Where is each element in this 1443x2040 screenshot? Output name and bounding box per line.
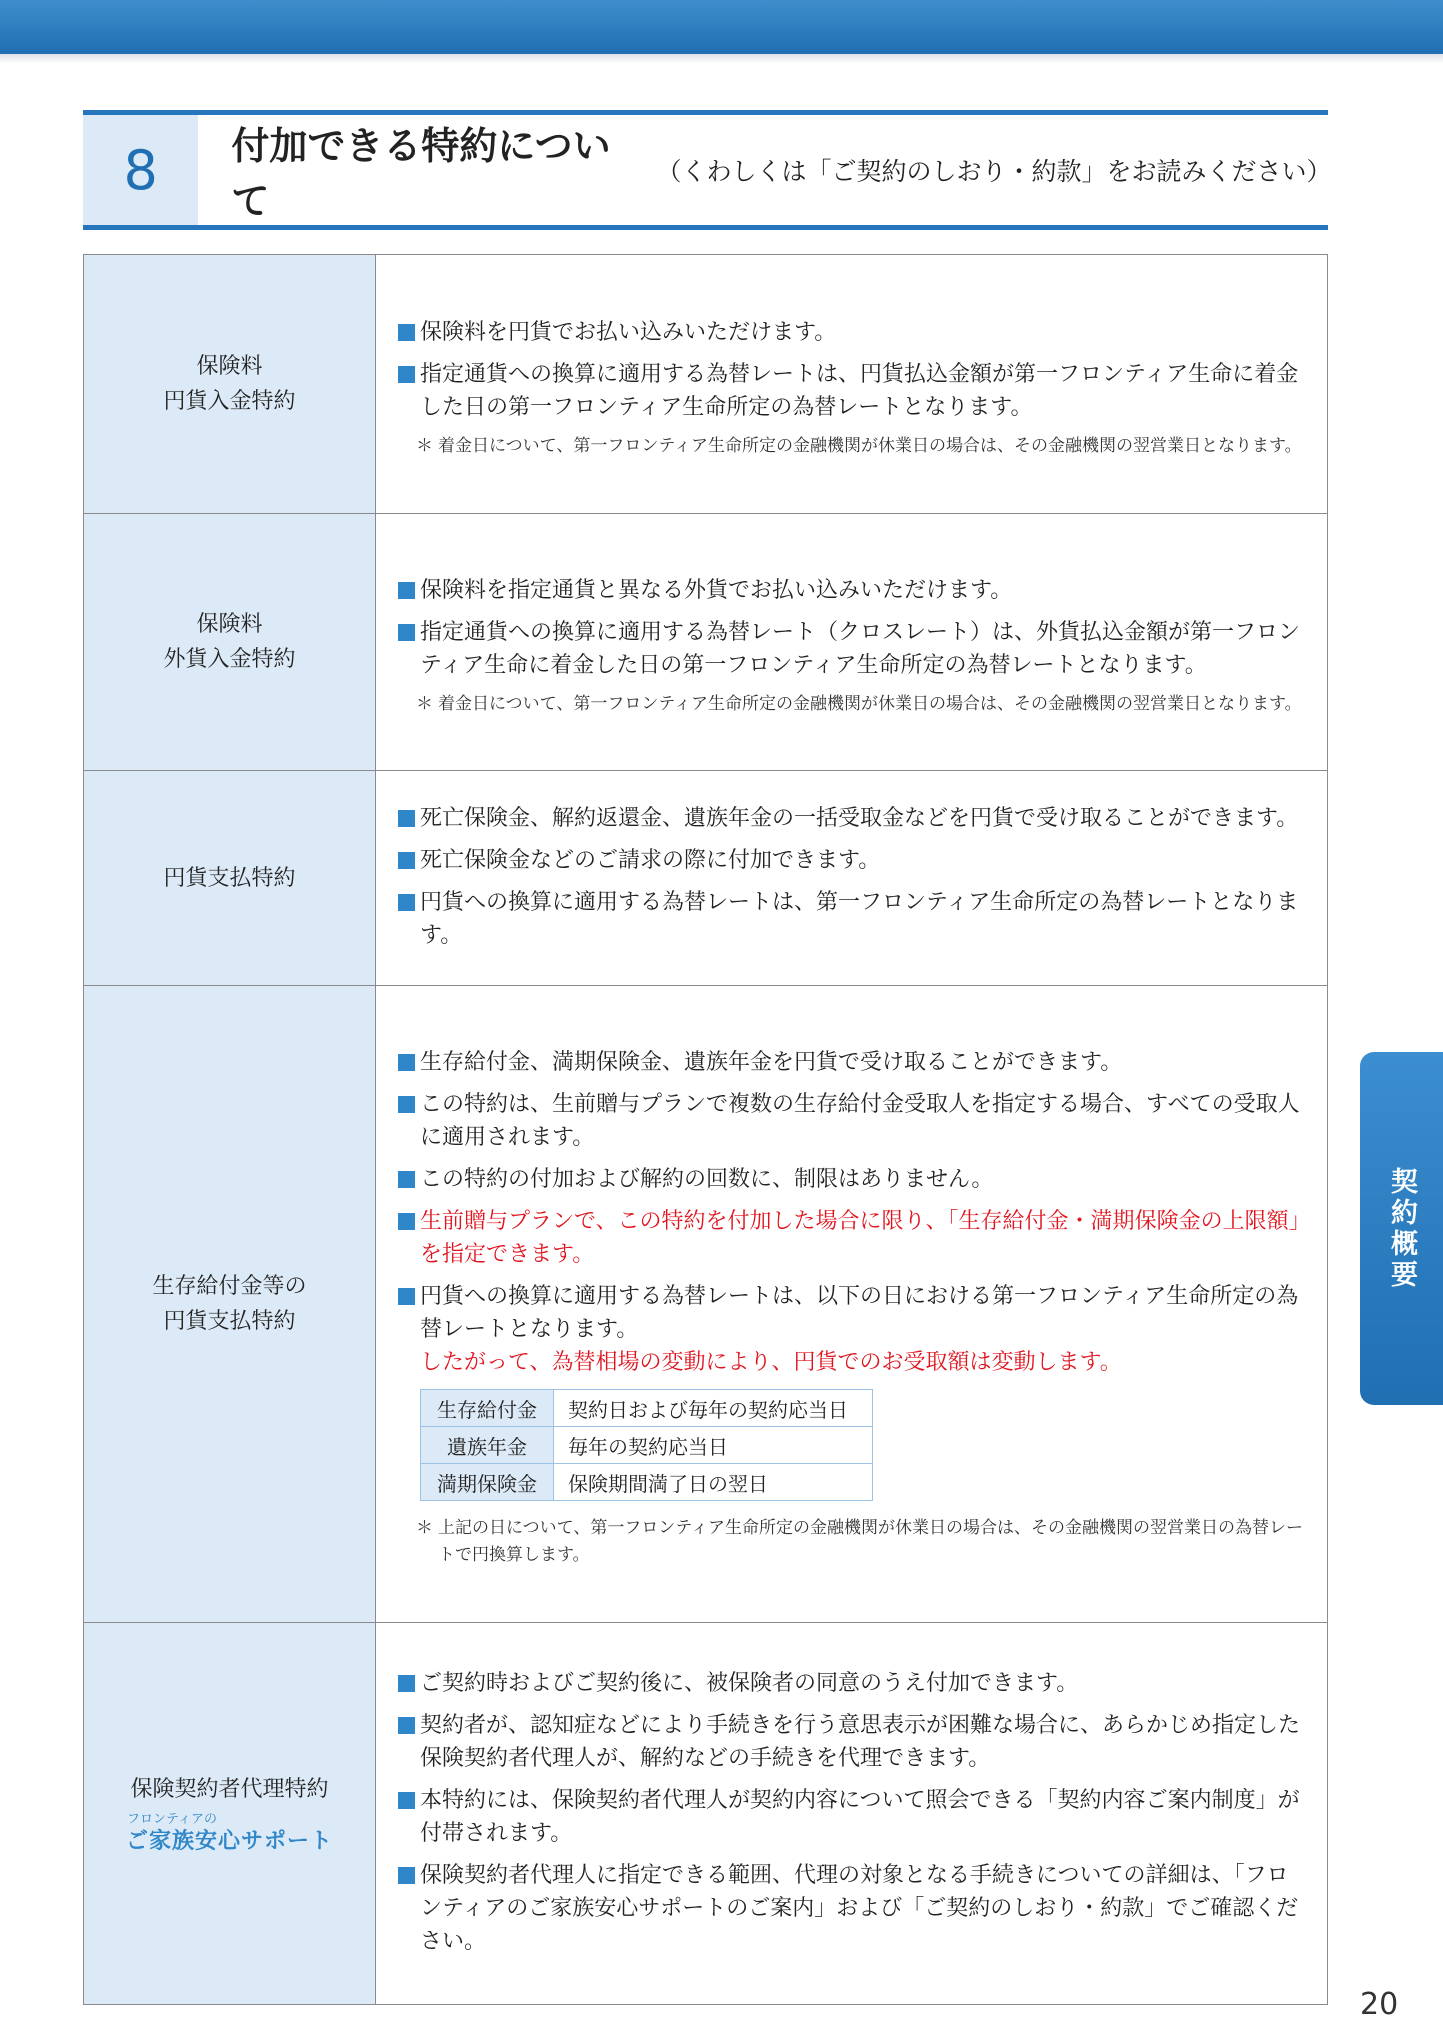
bullet-text: 指定通貨への換算に適用する為替レート（クロスレート）は、外貨払込金額が第一フロンティア生命に着金した日の第一フロンティア生命所定の為替レートとなります。 xyxy=(398,616,1307,682)
riders-table xyxy=(83,254,1328,2005)
highlight-text: したがって、為替相場の変動により、円貨でのお受取額は変動します。 xyxy=(420,1350,1122,1375)
table-row xyxy=(84,255,1328,514)
bullet-text: 円貨への換算に適用する為替レートは、以下の日における第一フロンティア生命所定の為替レートとなります。 xyxy=(398,1280,1307,1346)
row-label-line: 円貨支払特約 xyxy=(163,865,296,891)
bullet-text: 死亡保険金、解約返還金、遺族年金の一括受取金などを円貨で受け取ることができます。 xyxy=(398,802,1307,835)
dates-row xyxy=(421,1464,873,1501)
bullet-text-highlight: 生前贈与プランで、この特約を付加した場合に限り、「生存給付金・満期保険金の上限額」を指定できます。 xyxy=(398,1205,1307,1271)
bullet-text: 指定通貨への換算に適用する為替レートは、円貨払込金額が第一フロンティア生命に着金した日の第一フロンティア生命所定の為替レートとなります。 xyxy=(398,358,1307,424)
side-tab-label: 契約概要 xyxy=(1386,1166,1417,1291)
row-label xyxy=(84,514,376,771)
bullet-text: 契約者が、認知症などにより手続きを行う意思表示が困難な場合に、あらかじめ指定した保険契約者代理人が、解約などの手続きを代理できます。 xyxy=(398,1709,1307,1775)
section-subtitle: （くわしくは「ご契約のしおり・約款」をお読みください） xyxy=(656,157,1332,186)
bullet-text: 円貨への換算に適用する為替レートは、第一フロンティア生命所定の為替レートとなります。 xyxy=(398,886,1307,952)
footnote-text: 上記の日について、第一フロンティア生命所定の金融機関が休業日の場合は、その金融機関の翌営業日の為替レートで円換算します。 xyxy=(438,1518,1303,1565)
bullet-text: この特約は、生前贈与プランで複数の生存給付金受取人を指定する場合、すべての受取人に適用されます。 xyxy=(398,1088,1307,1154)
row-content xyxy=(376,255,1328,514)
bullet-text: 死亡保険金などのご請求の際に付加できます。 xyxy=(398,844,1307,877)
page-number: 20 xyxy=(1360,1987,1399,2022)
row-label xyxy=(84,255,376,514)
row-content xyxy=(376,771,1328,986)
section-title: 付加できる特約について xyxy=(231,124,611,223)
dates-table xyxy=(420,1389,873,1501)
bullet-text: 本特約には、保険契約者代理人が契約内容について照会できる「契約内容ご案内制度」が付帯されます。 xyxy=(398,1784,1307,1850)
table-row xyxy=(84,986,1328,1623)
row-content xyxy=(376,514,1328,771)
table-row xyxy=(84,514,1328,771)
dates-value: 保険期間満了日の翌日 xyxy=(554,1464,873,1501)
asterisk-icon: ＊ xyxy=(416,435,433,456)
row-label xyxy=(84,986,376,1623)
brand-logo-small: フロンティアの xyxy=(127,1812,217,1827)
dates-value: 契約日および毎年の契約応当日 xyxy=(554,1390,873,1427)
row-label-line: 保険契約者代理特約 xyxy=(130,1777,329,1802)
bullet-text: 保険料を指定通貨と異なる外貨でお払い込みいただけます。 xyxy=(398,574,1307,607)
top-band xyxy=(0,0,1443,54)
row-label-line: 保険料 xyxy=(196,612,263,637)
dates-value: 毎年の契約応当日 xyxy=(554,1427,873,1464)
asterisk-icon: ＊ xyxy=(416,1518,433,1538)
dates-key: 遺族年金 xyxy=(421,1427,554,1464)
row-label-line: 保険料 xyxy=(196,354,263,379)
row-label xyxy=(84,771,376,986)
row-label-line: 円貨支払特約 xyxy=(163,1309,296,1334)
section-header xyxy=(83,110,1332,230)
footnote xyxy=(398,433,1307,460)
bullet-text: 保険契約者代理人に指定できる範囲、代理の対象となる手続きについての詳細は、「フロンティアのご家族安心サポートのご案内」および「ご契約のしおり・約款」でご確認ください。 xyxy=(398,1859,1307,1958)
row-label-line: 外貨入金特約 xyxy=(163,647,296,672)
dates-key: 満期保険金 xyxy=(421,1464,554,1501)
table-row xyxy=(84,1623,1328,2005)
top-band-shadow xyxy=(0,54,1443,64)
footnote xyxy=(398,691,1307,718)
side-tab-contract-summary[interactable] xyxy=(1360,1052,1443,1405)
dates-row xyxy=(421,1427,873,1464)
dates-row xyxy=(421,1390,873,1427)
footnote-text: 着金日について、第一フロンティア生命所定の金融機関が休業日の場合は、その金融機関の翌営業日となります。 xyxy=(438,435,1302,456)
row-content xyxy=(376,986,1328,1623)
row-content xyxy=(376,1623,1328,2005)
bullet-text: この特約の付加および解約の回数に、制限はありません。 xyxy=(398,1163,1307,1196)
bullet-text: 生存給付金、満期保険金、遺族年金を円貨で受け取ることができます。 xyxy=(398,1046,1307,1079)
bullet-text: 保険料を円貨でお払い込みいただけます。 xyxy=(398,316,1307,349)
table-row xyxy=(84,771,1328,986)
row-label xyxy=(84,1623,376,2005)
asterisk-icon: ＊ xyxy=(416,693,433,714)
section-number: 8 xyxy=(83,115,198,225)
row-label-line: 生存給付金等の xyxy=(152,1274,307,1299)
footnote-text: 着金日について、第一フロンティア生命所定の金融機関が休業日の場合は、その金融機関の翌営業日となります。 xyxy=(438,693,1302,714)
dates-key: 生存給付金 xyxy=(421,1390,554,1427)
bullet-text: ご契約時およびご契約後に、被保険者の同意のうえ付加できます。 xyxy=(398,1667,1307,1700)
row-label-line: 円貨入金特約 xyxy=(163,389,296,414)
brand-logo: ご家族安心サポート xyxy=(125,1829,333,1854)
footnote xyxy=(398,1515,1307,1569)
